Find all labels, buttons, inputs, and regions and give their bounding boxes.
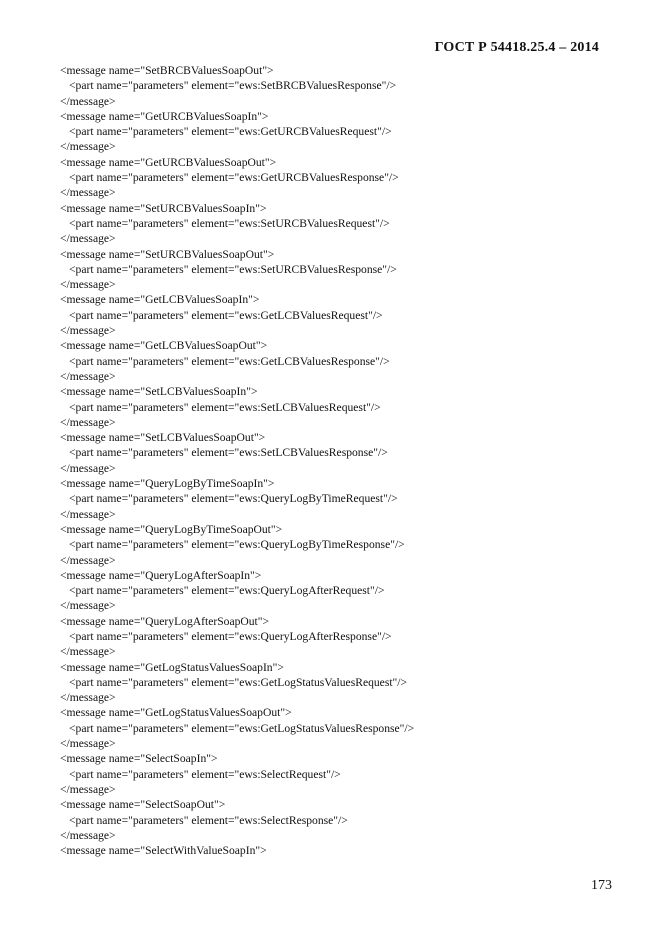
code-line-message: <message name="SetBRCBValuesSoapOut">	[60, 64, 274, 77]
code-line-message: <message name="SetLCBValuesSoapOut">	[60, 431, 266, 445]
code-line-part: <part name="parameters" element="ews:SetLCBValuesResponse"/>	[69, 446, 388, 460]
code-line-message: </message>	[60, 369, 116, 383]
code-line-message: </message>	[60, 599, 116, 613]
code-line-part: <part name="parameters" element="ews:SetLCBValuesRequest"/>	[69, 400, 381, 414]
code-line-message: </message>	[60, 691, 116, 705]
code-line-message: </message>	[60, 186, 116, 200]
code-line-message: </message>	[60, 94, 116, 108]
code-line-message: </message>	[60, 828, 116, 842]
page-number: 173	[591, 878, 612, 893]
code-line-part: <part name="parameters" element="ews:GetLCBValuesResponse"/>	[69, 354, 390, 368]
code-line-message: </message>	[60, 507, 116, 521]
code-line-part: <part name="parameters" element="ews:QueryLogAfterResponse"/>	[69, 629, 392, 643]
code-line-message: <message name="GetLogStatusValuesSoapOut">	[60, 706, 292, 720]
code-line-part: <part name="parameters" element="ews:GetLogStatusValuesResponse"/>	[69, 721, 415, 735]
code-listing	[60, 63, 620, 858]
code-line-part: <part name="parameters" element="ews:SelectRequest"/>	[69, 767, 341, 781]
code-line-part: <part name="parameters" element="ews:GetURCBValuesResponse"/>	[69, 171, 399, 185]
code-line-message: </message>	[60, 278, 116, 292]
code-line-message: <message name="SelectSoapOut">	[60, 798, 226, 812]
code-line-message: </message>	[60, 782, 116, 796]
code-line-message: <message name="QueryLogByTimeSoapIn">	[60, 477, 275, 491]
code-line-message: </message>	[60, 461, 116, 475]
code-line-message: <message name="QueryLogByTimeSoapOut">	[60, 522, 283, 536]
code-line-message: <message name="QueryLogAfterSoapOut">	[60, 614, 270, 628]
code-line-message: <message name="SetLCBValuesSoapIn">	[60, 385, 258, 399]
code-line-part: <part name="parameters" element="ews:SetURCBValuesRequest"/>	[69, 216, 390, 230]
code-line-message: <message name="SelectWithValueSoapIn">	[60, 844, 267, 858]
code-line-message: </message>	[60, 232, 116, 246]
code-line-message: <message name="GetLogStatusValuesSoapIn">	[60, 660, 284, 674]
document-header: ГОСТ Р 54418.25.4 – 2014	[434, 40, 599, 55]
code-line-message: <message name="GetLCBValuesSoapOut">	[60, 339, 268, 353]
code-line-part: <part name="parameters" element="ews:QueryLogByTimeResponse"/>	[69, 538, 405, 552]
code-line-message: </message>	[60, 140, 116, 154]
code-line-message: <message name="GetURCBValuesSoapOut">	[60, 155, 277, 169]
code-line-part: <part name="parameters" element="ews:GetURCBValuesRequest"/>	[69, 125, 392, 139]
code-line-part: <part name="parameters" element="ews:GetLogStatusValuesRequest"/>	[69, 675, 408, 689]
code-line-message: <message name="SetURCBValuesSoapOut">	[60, 247, 275, 261]
code-line-part: <part name="parameters" element="ews:SetBRCBValuesResponse"/>	[69, 79, 397, 93]
code-line-message: <message name="SelectSoapIn">	[60, 752, 218, 766]
code-line-message: <message name="GetLCBValuesSoapIn">	[60, 293, 260, 307]
code-line-part: <part name="parameters" element="ews:QueryLogByTimeRequest"/>	[69, 492, 398, 506]
code-line-part: <part name="parameters" element="ews:SetURCBValuesResponse"/>	[69, 262, 397, 276]
code-line-message: </message>	[60, 737, 116, 751]
code-line-message: <message name="GetURCBValuesSoapIn">	[60, 109, 269, 123]
code-line-message: <message name="SetURCBValuesSoapIn">	[60, 201, 267, 215]
code-line-message: <message name="QueryLogAfterSoapIn">	[60, 568, 262, 582]
code-line-message: </message>	[60, 645, 116, 659]
code-line-part: <part name="parameters" element="ews:SelectResponse"/>	[69, 813, 348, 827]
code-line-message: </message>	[60, 324, 116, 338]
code-line-part: <part name="parameters" element="ews:GetLCBValuesRequest"/>	[69, 308, 383, 322]
code-line-message: </message>	[60, 553, 116, 567]
code-line-message: </message>	[60, 415, 116, 429]
code-line-part: <part name="parameters" element="ews:QueryLogAfterRequest"/>	[69, 584, 385, 598]
